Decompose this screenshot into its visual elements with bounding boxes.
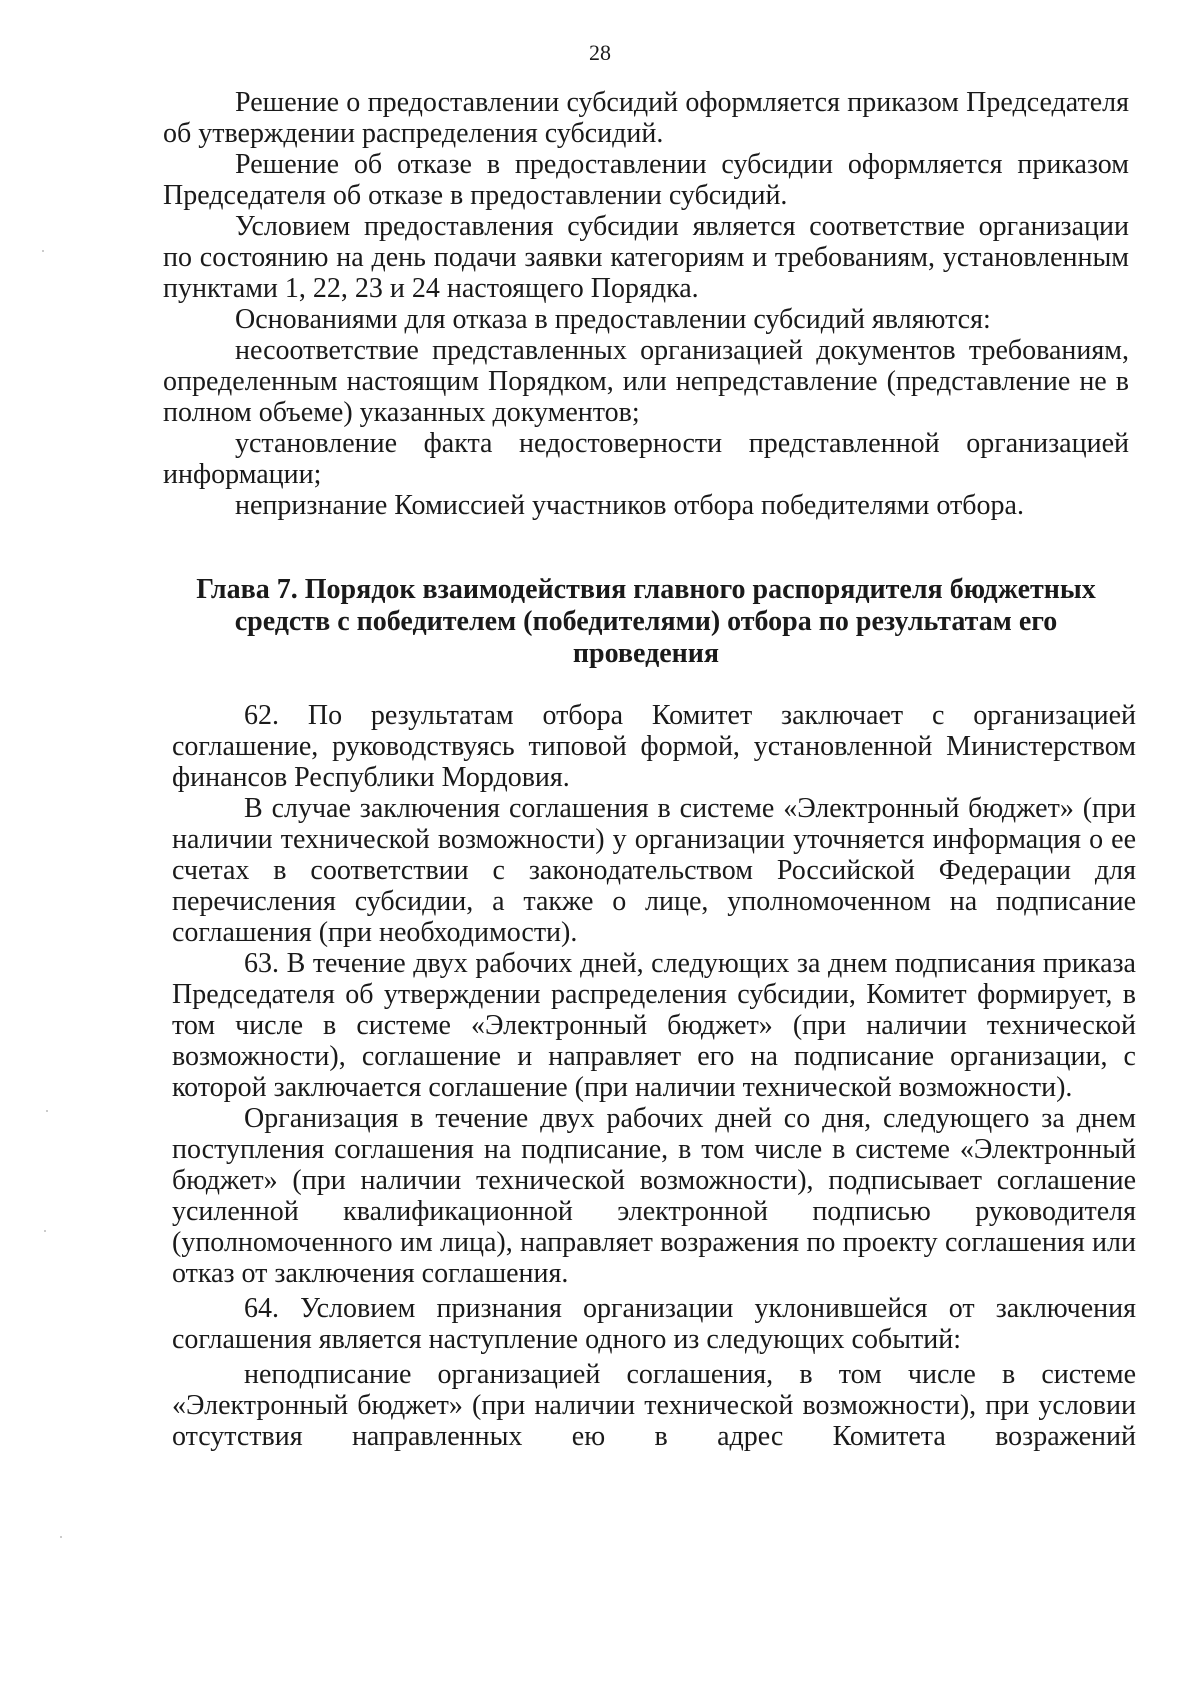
scan-speck bbox=[44, 1230, 46, 1232]
paragraph-decision-grant: Решение о предоставлении субсидий оформляется приказом Председателя об утверждении распределения субсидий. bbox=[163, 87, 1129, 149]
paragraph-electronic-budget: В случае заключения соглашения в системе «Электронный бюджет» (при наличии технической возможности) у организации уточняется информация о ее счетах в соответствии с законодательством Российской Федерации для перечисления субсидии, а также о лице, уполномоченном на подписание соглашения (при необходимости). bbox=[172, 793, 1136, 948]
paragraph-64: 64. Условием признания организации уклонившейся от заключения соглашения является наступление одного из следующих событий: bbox=[172, 1293, 1136, 1355]
paragraph-decision-refusal: Решение об отказе в предоставлении субсидии оформляется приказом Председателя об отказе в предоставлении субсидий. bbox=[163, 149, 1129, 211]
page-number: 28 bbox=[589, 40, 611, 65]
paragraph-condition: Условием предоставления субсидии является соответствие организации по состоянию на день подачи заявки категориям и требованиям, установленным пунктами 1, 22, 23 и 24 настоящего Порядка. bbox=[163, 211, 1129, 304]
paragraph-63: 63. В течение двух рабочих дней, следующих за днем подписания приказа Председателя об утверждении распределения субсидии, Комитет формирует, в том числе в системе «Электронный бюджет» (при наличии технической возможности), соглашение и направляет его на подписание организации, с которой заключается соглашение (при наличии технической возможности). bbox=[172, 948, 1136, 1103]
scan-speck bbox=[46, 1110, 48, 1112]
list-item-unreliable-info: установление факта недостоверности представленной организацией информации; bbox=[163, 428, 1129, 490]
chapter-7-body bbox=[172, 700, 1136, 1452]
decision-section bbox=[163, 87, 1129, 521]
scan-speck bbox=[60, 1536, 62, 1538]
chapter-heading: Глава 7. Порядок взаимодействия главного распорядителя бюджетных средств с победителем (победителями) отбора по результатам его проведения bbox=[196, 574, 1096, 669]
paragraph-62: 62. По результатам отбора Комитет заключает с организацией соглашение, руководствуясь типовой формой, установленной Министерством финансов Республики Мордовия. bbox=[172, 700, 1136, 793]
paragraph-refusal-grounds: Основаниями для отказа в предоставлении субсидий являются: bbox=[235, 304, 991, 335]
list-item-non-recognition: непризнание Комиссией участников отбора победителями отбора. bbox=[235, 490, 1024, 521]
list-item-non-signing: неподписание организацией соглашения, в том числе в системе «Электронный бюджет» (при наличии технической возможности), при условии отсутствия направленных ею в адрес Комитета возражений bbox=[172, 1359, 1136, 1452]
paragraph-organization-signing: Организация в течение двух рабочих дней со дня, следующего за днем поступления соглашения на подписание, в том числе в системе «Электронный бюджет» (при наличии технической возможности), подписывает соглашение усиленной квалификационной электронной подписью руководителя (уполномоченного им лица), направляет возражения по проекту соглашения или отказ от заключения соглашения. bbox=[172, 1103, 1136, 1289]
scan-speck bbox=[42, 250, 44, 252]
list-item-nonconformity: несоответствие представленных организацией документов требованиям, определенным настоящим Порядком, или непредставление (представление не в полном объеме) указанных документов; bbox=[163, 335, 1129, 428]
